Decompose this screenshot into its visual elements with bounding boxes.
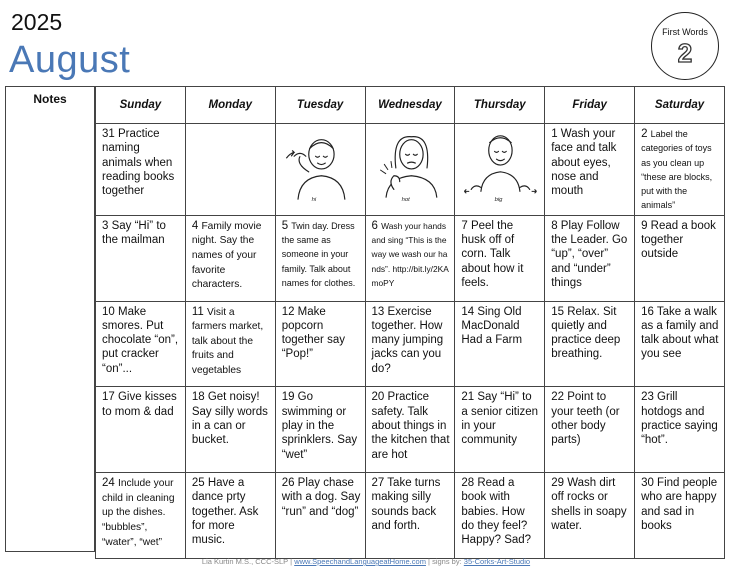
week-row-3 [96,301,725,387]
day-activity: 7 Peel the husk off of corn. Talk about how it feels. [461,219,524,289]
day-activity: 28 Read a book with babies. How do they feel? Happy? Sad? [461,477,532,547]
day-cell-11 [185,301,275,387]
day-activity: 17 Give kisses to mom & dad [102,391,177,418]
day-cell-31 [96,124,186,216]
day-header-monday: Monday [185,87,275,124]
sign-big-icon [461,127,540,205]
day-cell-10 [96,301,186,387]
day-cell-4 [185,215,275,301]
day-activity: 15 Relax. Sit quietly and practice deep breathing. [551,305,621,361]
day-activity: 30 Find people who are happy and sad in books [641,477,718,533]
day-activity: 20 Practice safety. Talk about things in the kitchen that are hot [371,391,450,461]
day-cell-27 [365,473,455,559]
week-row-1 [96,124,725,216]
calendar-grid [95,86,725,559]
day-cell-23 [635,387,725,473]
day-number: 24 [102,477,115,490]
day-cell-16 [635,301,725,387]
day-cell-1 [545,124,635,216]
day-header-friday: Friday [545,87,635,124]
day-activity: 9 Read a book together outside [641,219,716,261]
day-cell-13 [365,301,455,387]
day-number: 4 [191,219,199,232]
day-cell-5 [275,215,365,301]
footer-website-link[interactable]: www.SpeechandLanguageatHome.com [294,557,426,566]
day-number: 11 [191,305,204,318]
day-cell-30 [635,473,725,559]
day-header-tuesday: Tuesday [275,87,365,124]
day-cell-26 [275,473,365,559]
sign-cell-hot [365,124,455,216]
day-cell-9 [635,215,725,301]
day-number: 6 [371,219,378,232]
sign-word: hi [311,197,316,204]
weekday-header-row [96,87,725,124]
day-header-saturday: Saturday [635,87,725,124]
day-cell-7 [455,215,545,301]
day-activity: 26 Play chase with a dog. Say “run” and “dog” [281,477,361,518]
year: 2025 [11,9,63,35]
day-activity: Visit a farmers market, talk about the fruits and vegetables [191,306,264,376]
day-activity: 18 Get noisy! Say silly words in a can or bucket. [191,391,268,447]
day-cell-21 [455,387,545,473]
day-activity: 8 Play Follow the Leader. Go “up”, “over” and “under” things [551,219,628,289]
day-activity: Include your child in cleaning up the dishes. “bubbles”, “water”, “wet” [102,478,175,548]
day-cell-15 [545,301,635,387]
day-activity: 14 Sing Old MacDonald Had a Farm [461,305,523,347]
day-activity: 3 Say “Hi” to the mailman [102,219,166,247]
footer-signs-label: signs by: [432,557,462,566]
day-cell-3 [96,215,186,301]
day-cell-19 [275,387,365,473]
day-cell-12 [275,301,365,387]
day-cell-14 [455,301,545,387]
day-activity: Twin day. Dress the same as someone in your family. Talk about names for clothes. [281,220,356,288]
day-cell-24 [96,473,186,559]
first-words-badge [651,12,719,80]
day-cell-6 [365,215,455,301]
day-activity: 31 Practice naming animals when reading books together [102,128,175,198]
footer-separator: | [290,557,293,566]
day-cell-22 [545,387,635,473]
notes-label: Notes [33,92,67,106]
day-activity: 1 Wash your face and talk about eyes, nose and mouth [551,128,617,198]
day-activity: 16 Take a walk as a family and talk about what you see [641,305,719,361]
day-cell-18 [185,387,275,473]
sign-hi-icon [282,127,361,205]
day-cell-8 [545,215,635,301]
day-activity: 21 Say “Hi” to a senior citizen in your community [461,391,539,447]
day-activity: Label the categories of toys as you clean up “these are blocks, put with the animals” [641,129,713,211]
day-activity: 19 Go swimming or play in the sprinklers. Say “wet” [281,391,358,461]
day-cell-25 [185,473,275,559]
day-cell-20 [365,387,455,473]
day-activity: 10 Make smores. Put chocolate “on”, put cracker “on”... [102,305,179,375]
day-number: 5 [281,219,289,232]
badge-label: First Words [662,27,708,37]
day-cell-empty [185,124,275,216]
notes-column [5,86,95,552]
day-activity: 22 Point to your teeth (or other body parts) [551,391,620,447]
week-row-4 [96,387,725,473]
day-header-sunday: Sunday [96,87,186,124]
day-activity: 12 Make popcorn together say “Pop!” [281,305,345,361]
day-activity: 25 Have a dance prty together. Ask for more music. [191,477,259,547]
day-header-wednesday: Wednesday [365,87,455,124]
day-activity: Wash your hands and sing “This is the way we wash our hands”. http://bit.ly/2KAmoPY [371,220,449,288]
sign-word: hot [401,197,410,204]
day-activity: 27 Take turns making silly sounds back and forth. [371,477,441,533]
footer-separator: | [428,557,430,566]
day-activity: 29 Wash dirt off rocks or shells in soapy water. [551,477,627,533]
week-row-5 [96,473,725,559]
day-cell-28 [455,473,545,559]
day-number: 2 [641,128,648,140]
day-cell-29 [545,473,635,559]
sign-cell-big [455,124,545,216]
sign-word: big [494,197,503,204]
day-cell-17 [96,387,186,473]
sign-cell-hi [275,124,365,216]
footer [0,557,732,566]
day-activity: 13 Exercise together. How many jumping jacks can you do? [371,305,444,375]
sign-hot-icon [372,127,451,205]
badge-number: 2 [677,38,693,68]
month-title: August [9,39,131,81]
day-activity: 23 Grill hotdogs and practice saying “hot”. [641,391,718,447]
footer-author: Lia Kurtin M.S., CCC-SLP [201,557,289,566]
day-cell-2 [635,124,725,216]
week-row-2 [96,215,725,301]
day-activity: Family movie night. Say the names of your favorite characters. [191,220,262,291]
footer-signs-link[interactable]: 35-Corks-Art-Studio [463,557,531,566]
day-header-thursday: Thursday [455,87,545,124]
